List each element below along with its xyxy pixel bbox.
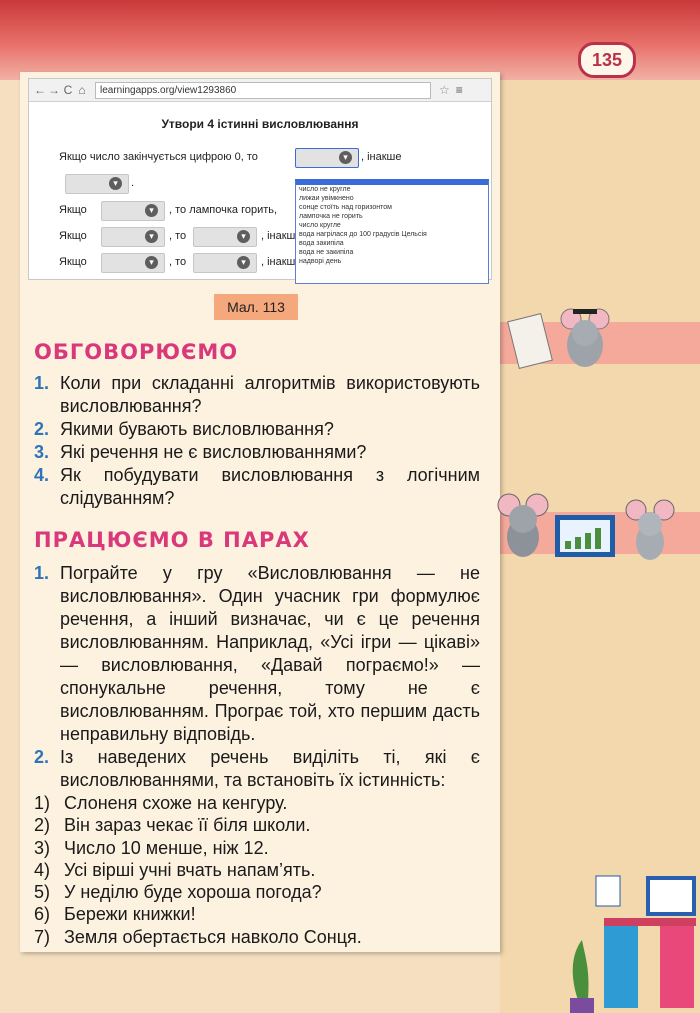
forward-icon[interactable]: → [48,83,60,97]
pairs-list [34,562,480,948]
list-item [34,464,480,510]
dropdown-option[interactable]: число не кругле [299,186,351,193]
sentence-number: 1) [34,793,51,813]
pairs-heading: ПРАЦЮЄМО В ПАРАХ [34,528,310,552]
dropdown-option[interactable]: лампочка не горить [299,213,363,220]
row5-if: Якщо [59,256,87,268]
item-text: Якими бувають висловлювання? [60,419,334,439]
item-number: 4. [34,465,50,485]
dropdown-row1-a[interactable] [295,148,359,168]
dropdown-option[interactable]: лижаи увімкнено [299,195,354,202]
row4-to: , то [169,230,187,242]
list-item [34,746,480,792]
row4-else: , інакш [261,230,296,242]
sentence-number: 5) [34,882,51,903]
item-number: 1. [34,373,50,393]
item-number: 1. [34,563,50,583]
dropdown-option[interactable]: вода не закипіла [299,249,354,256]
sentence-item [34,926,480,948]
dropdown-row2[interactable] [65,174,129,194]
sentence-item [34,792,480,814]
sentence-number: 7) [34,926,51,947]
item-number: 2. [34,747,50,767]
dropdown-option[interactable]: вода закипіла [299,240,344,247]
row2-dot: . [131,177,135,189]
dropdown-option[interactable]: число кругле [299,222,341,229]
row1-prefix: Якщо число закінчується цифрою 0, то [59,151,258,163]
discuss-list [34,372,480,510]
menu-icon[interactable]: ≡ [455,83,463,97]
dropdown-option[interactable]: сонце стоїть над горизонтом [299,204,392,211]
mouse-left-illustration [487,485,557,570]
sentence-text: Слоненя схоже на кенгуру. [64,793,288,813]
sentence-item [34,881,480,903]
dropdown-option[interactable]: надворі день [299,258,342,265]
address-bar[interactable]: learningapps.org/view1293860 [95,82,431,99]
item-text: Пограйте у гру «Висловлювання — не висловлювання». Один учасник гри формулює речення, а інший визначає, чи є це речення висловлюванням. Наприклад, «Усі ігри — цікаві» — висловлювання, «Давай пограємо!» — спонукальне речення, тому не є висловлюванням. Програє той, хто першим дасть неправильну відповідь. [60,563,480,744]
chevron-down-icon: ▾ [237,230,250,243]
row4-if: Якщо [59,230,87,242]
list-item [34,372,480,418]
reload-icon[interactable]: C [63,83,73,97]
row5-else: , інакш [261,256,296,268]
sentence-item [34,814,480,836]
chevron-down-icon: ▾ [145,204,158,217]
sentence-text: У неділю буде хороша погода? [64,882,322,903]
sentence-text: Усі вірші учні вчать напам’ять. [64,859,316,880]
item-text: Із наведених речень виділіть ті, які є висловлюваннями, та встановіть їх істинність: [60,747,480,790]
chevron-down-icon: ▾ [237,256,250,269]
dropdown-option[interactable]: вода нагрілася до 100 градусів Цельсія [299,231,427,238]
dropdown-row4-b[interactable] [193,227,257,247]
sentence-number: 2) [34,815,51,836]
mouse-with-scroll-illustration [505,295,625,395]
back-icon[interactable]: ← [34,83,46,97]
item-number: 2. [34,419,50,439]
sentence-text: Він зараз чекає її біля школи. [64,815,311,836]
dropdown-row3-a[interactable] [101,201,165,221]
sentence-list [34,792,480,948]
chevron-down-icon: ▾ [339,151,352,164]
dropdown-options-list [295,179,489,284]
chevron-down-icon: ▾ [109,177,122,190]
chevron-down-icon: ▾ [145,230,158,243]
item-number: 3. [34,442,50,462]
sentence-text: Бережи книжки! [64,904,196,925]
list-item [34,562,480,746]
row3-mid: , то лампочка горить, [169,204,278,216]
item-text: Які речення не є висловлюваннями? [60,442,367,462]
dropdown-row5-a[interactable] [101,253,165,273]
sentence-text: Число 10 менше, ніж 12. [64,837,269,858]
item-text: Коли при складанні алгоритмів використовують висловлювання? [60,373,480,416]
sentence-item [34,859,480,881]
sentence-number: 3) [34,837,51,858]
row3-if: Якщо [59,204,87,216]
dropdown-row5-b[interactable] [193,253,257,273]
sentence-number: 6) [34,904,51,925]
row1-suffix: , інакше [361,151,402,163]
discuss-heading: ОБГОВОРЮЄМО [34,340,239,364]
exercise-title: Утвори 4 істинні висловлювання [161,117,359,131]
row5-to: , то [169,256,187,268]
sentence-text: Земля обертається навколо Сонця. [64,926,362,947]
sentence-item [34,837,480,859]
desk-computer-illustration [560,870,700,1013]
page-number: 135 [578,42,636,78]
figure-caption: Мал. 113 [214,294,298,320]
list-item [34,418,480,441]
dropdown-row4-a[interactable] [101,227,165,247]
mouse-right-illustration [620,490,680,570]
browser-toolbar [29,79,491,102]
sentence-number: 4) [34,859,51,880]
home-icon[interactable]: ⌂ [78,83,86,97]
chevron-down-icon: ▾ [145,256,158,269]
bookmark-star-icon[interactable]: ☆ [439,83,450,97]
list-item [34,441,480,464]
sentence-item [34,903,480,925]
item-text: Як побудувати висловлювання з логічним слідуванням? [60,465,480,508]
chart-screen-illustration [555,515,615,557]
browser-window [28,78,492,280]
